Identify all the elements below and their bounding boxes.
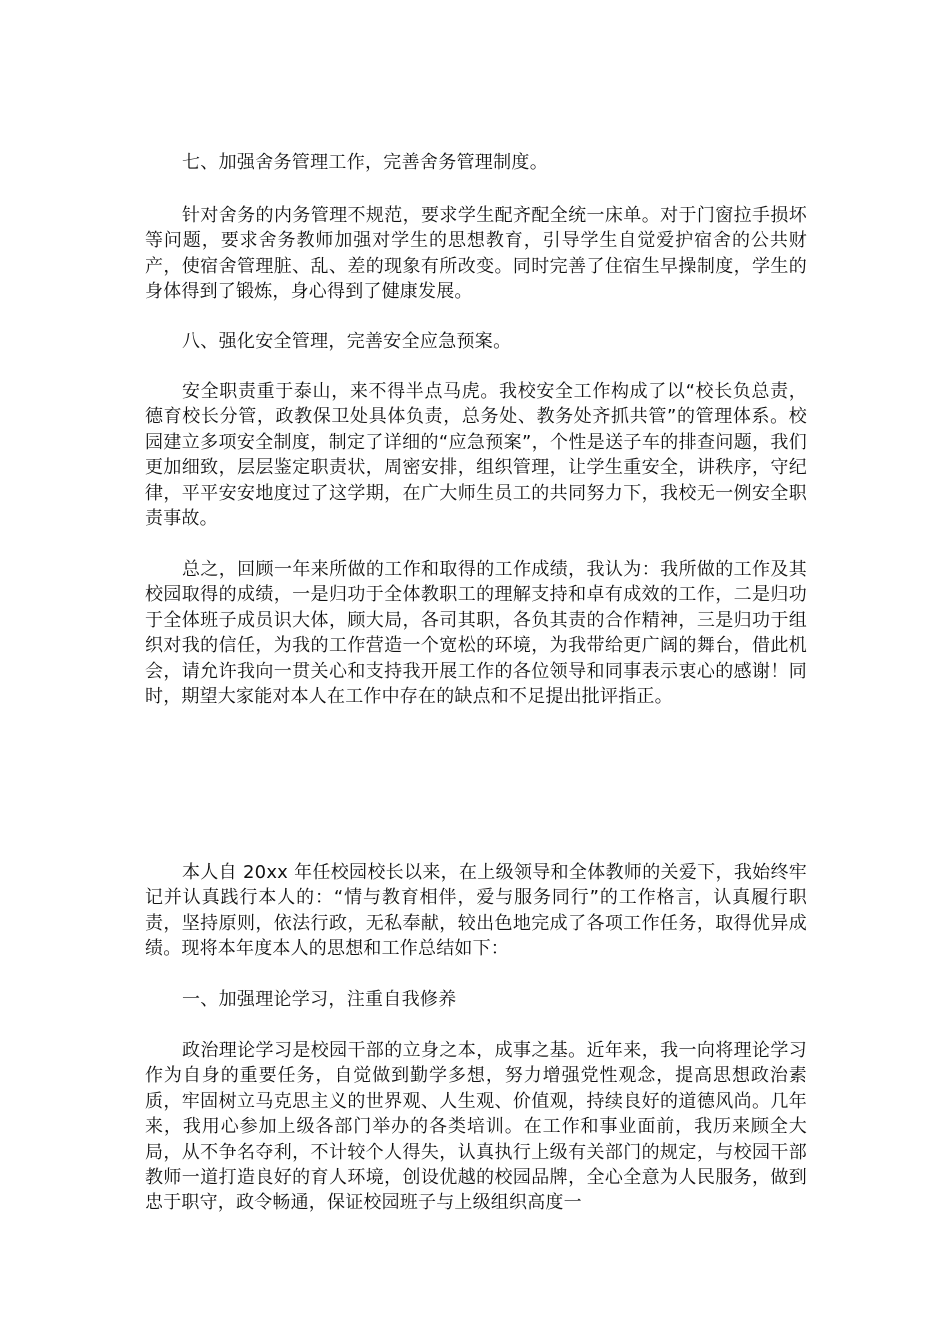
paragraph-dormitory: 针对舍务的内务管理不规范，要求学生配齐配全统一床单。对于门窗拉手损坏等问题，要求舍务教师加强对学生的思想教育，引导学生自觉爱护宿舍的公共财产，使宿舍管理脏、乱、差的现象有所改变。同时完善了住宿生早操制度，学生的身体得到了锻炼，身心得到了健康发展。 — [145, 205, 807, 303]
paragraph-safety: 安全职责重于泰山，来不得半点马虎。我校安全工作构成了以“校长负总责，德育校长分管，政教保卫处具体负责，总务处、教务处齐抓共管”的管理体系。校园建立多项安全制度，制定了详细的“应急预案”，个性是送子车的排查问题，我们更加细致，层层鉴定职责状，周密安排，组织管理，让学生重安全，讲秩序，守纪律，平平安安地度过了这学期，在广大师生员工的共同努力下，我校无一例安全职责事故。 — [145, 381, 807, 530]
section-heading-theory-study: 一、加强理论学习，注重自我修养 — [182, 989, 457, 1010]
paragraph-theory-study: 政治理论学习是校园干部的立身之本，成事之基。近年来，我一向将理论学习作为自身的重要任务，自觉做到勤学多想，努力增强党性观念，提高思想政治素质，牢固树立马克思主义的世界观、人生观、价值观，持续良好的道德风尚。几年来，我用心参加上级各部门举办的各类培训。在工作和事业面前，我历来顾全大局，从不争名夺利，不计较个人得失，认真执行上级有关部门的规定，与校园干部教师一道打造良好的育人环境，创设优越的校园品牌，全心全意为人民服务，做到忠于职守，政令畅通，保证校园班子与上级组织高度一 — [145, 1040, 807, 1214]
paragraph-intro: 本人自 20xx 年任校园校长以来，在上级领导和全体教师的关爱下，我始终牢记并认真践行本人的：“情与教育相伴，爱与服务同行”的工作格言，认真履行职责，坚持原则，依法行政，无私奉献，较出色地完成了各项工作任务，取得优异成绩。现将本年度本人的思想和工作总结如下： — [145, 862, 807, 960]
paragraph-summary: 总之，回顾一年来所做的工作和取得的工作成绩，我认为：我所做的工作及其校园取得的成绩，一是归功于全体教职工的理解支持和卓有成效的工作，二是归功于全体班子成员识大体，顾大局，各司其职，各负其责的合作精神，三是归功于组织对我的信任，为我的工作营造一个宽松的环境，为我带给更广阔的舞台，借此机会，请允许我向一贯关心和支持我开展工作的各位领导和同事表示衷心的感谢！同时，期望大家能对本人在工作中存在的缺点和不足提出批评指正。 — [145, 559, 807, 708]
section-heading-safety: 八、强化安全管理，完善安全应急预案。 — [182, 331, 512, 352]
section-heading-dormitory: 七、加强舍务管理工作，完善舍务管理制度。 — [182, 152, 548, 173]
